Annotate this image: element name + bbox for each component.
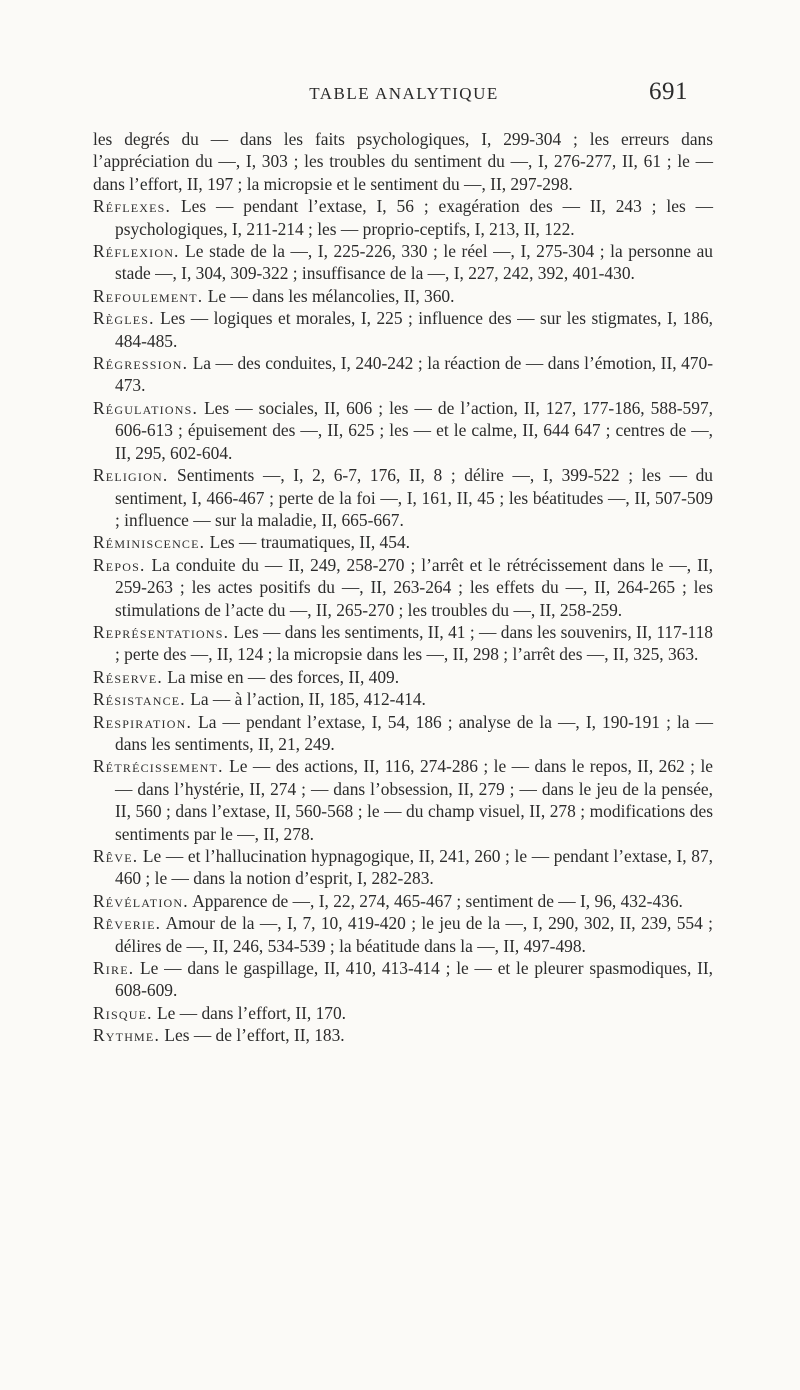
entry-text: La — des conduites, I, 240-242 ; la réaction de — dans l’émotion, II, 470-473.: [115, 353, 713, 396]
entry-headword: Rire.: [93, 958, 135, 979]
entry-headword: Représentations.: [93, 621, 230, 642]
index-entry-regulations: [93, 397, 713, 464]
entry-text: Les — dans les sentiments, II, 41 ; — dans les souvenirs, II, 117-118 ; perte des —, II, 124 ; la micropsie dans les —, II, 298 ; l’arrêt des —, II, 325, 363.: [115, 621, 713, 665]
index-entry-respiration: [93, 711, 713, 756]
index-entry-representations: [93, 621, 713, 666]
running-title: TABLE ANALYTIQUE: [309, 84, 499, 103]
entry-text: Les — de l’effort, II, 183.: [160, 1025, 345, 1046]
entry-headword: Règles.: [93, 308, 155, 329]
index-entry-continuation: [93, 128, 713, 195]
entry-text: Sentiments —, I, 2, 6-7, 176, II, 8 ; délire —, I, 399-522 ; les — du sentiment, I, 466-467 ; perte de la foi —, I, 161, II, 45 ; les béatitudes —, II, 507-509 ; influence — sur la maladie, II, 665-667.: [115, 465, 713, 530]
entry-headword: Religion.: [93, 465, 169, 486]
entry-text: Le — dans les mélancolies, II, 360.: [203, 285, 455, 306]
index-entry-reserve: [93, 666, 713, 688]
index-entry-repos: [93, 554, 713, 621]
entry-headword: Rêve.: [93, 846, 139, 866]
entry-text: Le — des actions, II, 116, 274-286 ; le — dans le repos, II, 262 ; le — dans l’hystérie, II, 274 ; — dans l’obsession, II, 279 ; — dans le jeu de la pensée, II, 560 ; dans l’extase, II, 560-568 ; le — du champ visuel, II, 278 ; modifications des sentiments par le —, II, 278.: [115, 756, 713, 844]
entry-text: Le — dans l’effort, II, 170.: [152, 1002, 347, 1023]
index-entry-retrecissement: [93, 755, 713, 845]
entry-headword: Respiration.: [93, 711, 193, 732]
index-entry-reminiscence: [93, 531, 713, 553]
entry-text: Les — traumatiques, II, 454.: [205, 532, 410, 553]
entry-headword: Rétrécissement.: [93, 756, 224, 777]
entry-text: les degrés du — dans les faits psychologiques, I, 299-304 ; les erreurs dans l’appréciation du —, I, 303 ; les troubles du sentiment du —, I, 276-277, II, 61 ; le — dans l’effort, II, 197 ; la micropsie et le sentiment du —, II, 297-298.: [93, 129, 713, 194]
index-entry-religion: [93, 464, 713, 531]
entry-headword: Réflexes.: [93, 196, 172, 217]
entry-text: Les — sociales, II, 606 ; les — de l’action, II, 127, 177-186, 588-597, 606-613 ; épuisement des —, II, 625 ; les — et le calme, II, 644 647 ; centres de —, II, 295, 602-604.: [115, 397, 713, 463]
entry-text: La — à l’action, II, 185, 412-414.: [185, 689, 426, 710]
entry-headword: Régulations.: [93, 397, 199, 418]
index-entry-reve: [93, 845, 713, 890]
entry-headword: Régression.: [93, 353, 189, 374]
entry-text: La — pendant l’extase, I, 54, 186 ; analyse de la —, I, 190-191 ; la — dans les sentiments, II, 21, 249.: [115, 711, 713, 754]
index-entries: [93, 128, 713, 1047]
index-entry-refoulement: [93, 285, 713, 307]
entry-headword: Risque.: [93, 1002, 153, 1023]
entry-headword: Réserve.: [93, 666, 163, 687]
index-entry-reflexes: [93, 195, 713, 240]
entry-text: La conduite du — II, 249, 258-270 ; l’arrêt et le rétrécissement dans le —, II, 259-263 ; les actes positifs du —, II, 263-264 ; les effets du —, II, 264-265 ; les stimulations de l’acte du —, II, 265-270 ; les troubles du —, II, 258-259.: [115, 554, 713, 620]
entry-headword: Réflexion.: [93, 241, 180, 262]
index-entry-reflexion: [93, 240, 713, 285]
index-entry-regression: [93, 352, 713, 397]
entry-text: Les — logiques et morales, I, 225 ; influence des — sur les stigmates, I, 186, 484-485.: [115, 308, 713, 351]
page-header: [120, 78, 688, 118]
index-entry-rire: [93, 957, 713, 1002]
entry-headword: Résistance.: [93, 689, 186, 710]
index-entry-risque: [93, 1002, 713, 1024]
entry-headword: Repos.: [93, 554, 146, 575]
entry-headword: Révélation.: [93, 890, 189, 911]
index-entry-revelation: [93, 890, 713, 912]
entry-text: Apparence de —, I, 22, 274, 465-467 ; sentiment de — I, 96, 432-436.: [188, 890, 683, 911]
page-number: 691: [649, 78, 688, 105]
index-entry-rythme: [93, 1024, 713, 1046]
index-entry-reverie: [93, 912, 713, 957]
entry-headword: Rythme.: [93, 1025, 161, 1046]
index-entry-resistance: [93, 688, 713, 710]
entry-text: La mise en — des forces, II, 409.: [162, 666, 400, 687]
entry-headword: Refoulement.: [93, 285, 204, 306]
entry-text: Le — dans le gaspillage, II, 410, 413-414 ; le — et le pleurer spasmodiques, II, 608-609.: [115, 958, 713, 1001]
entry-text: Le stade de la —, I, 225-226, 330 ; le réel —, I, 275-304 ; la personne au stade —, I, 304, 309-322 ; insuffisance de la —, I, 227, 242, 392, 401-430.: [115, 241, 713, 284]
entry-text: Amour de la —, I, 7, 10, 419-420 ; le jeu de la —, I, 290, 302, II, 239, 554 ; délires de —, II, 246, 534-539 ; la béatitude dans la —, II, 497-498.: [115, 913, 713, 956]
index-entry-regles: [93, 307, 713, 352]
entry-headword: Réminiscence.: [93, 532, 206, 553]
entry-headword: Rêverie.: [93, 913, 162, 934]
entry-text: Le — et l’hallucination hypnagogique, II, 241, 260 ; le — pendant l’extase, I, 87, 460 ; le — dans la notion d’esprit, I, 282-283.: [115, 846, 713, 889]
entry-text: Les — pendant l’extase, I, 56 ; exagération des — II, 243 ; les — psychologiques, I, 211-214 ; les — proprio-ceptifs, I, 213, II, 122.: [115, 196, 713, 239]
